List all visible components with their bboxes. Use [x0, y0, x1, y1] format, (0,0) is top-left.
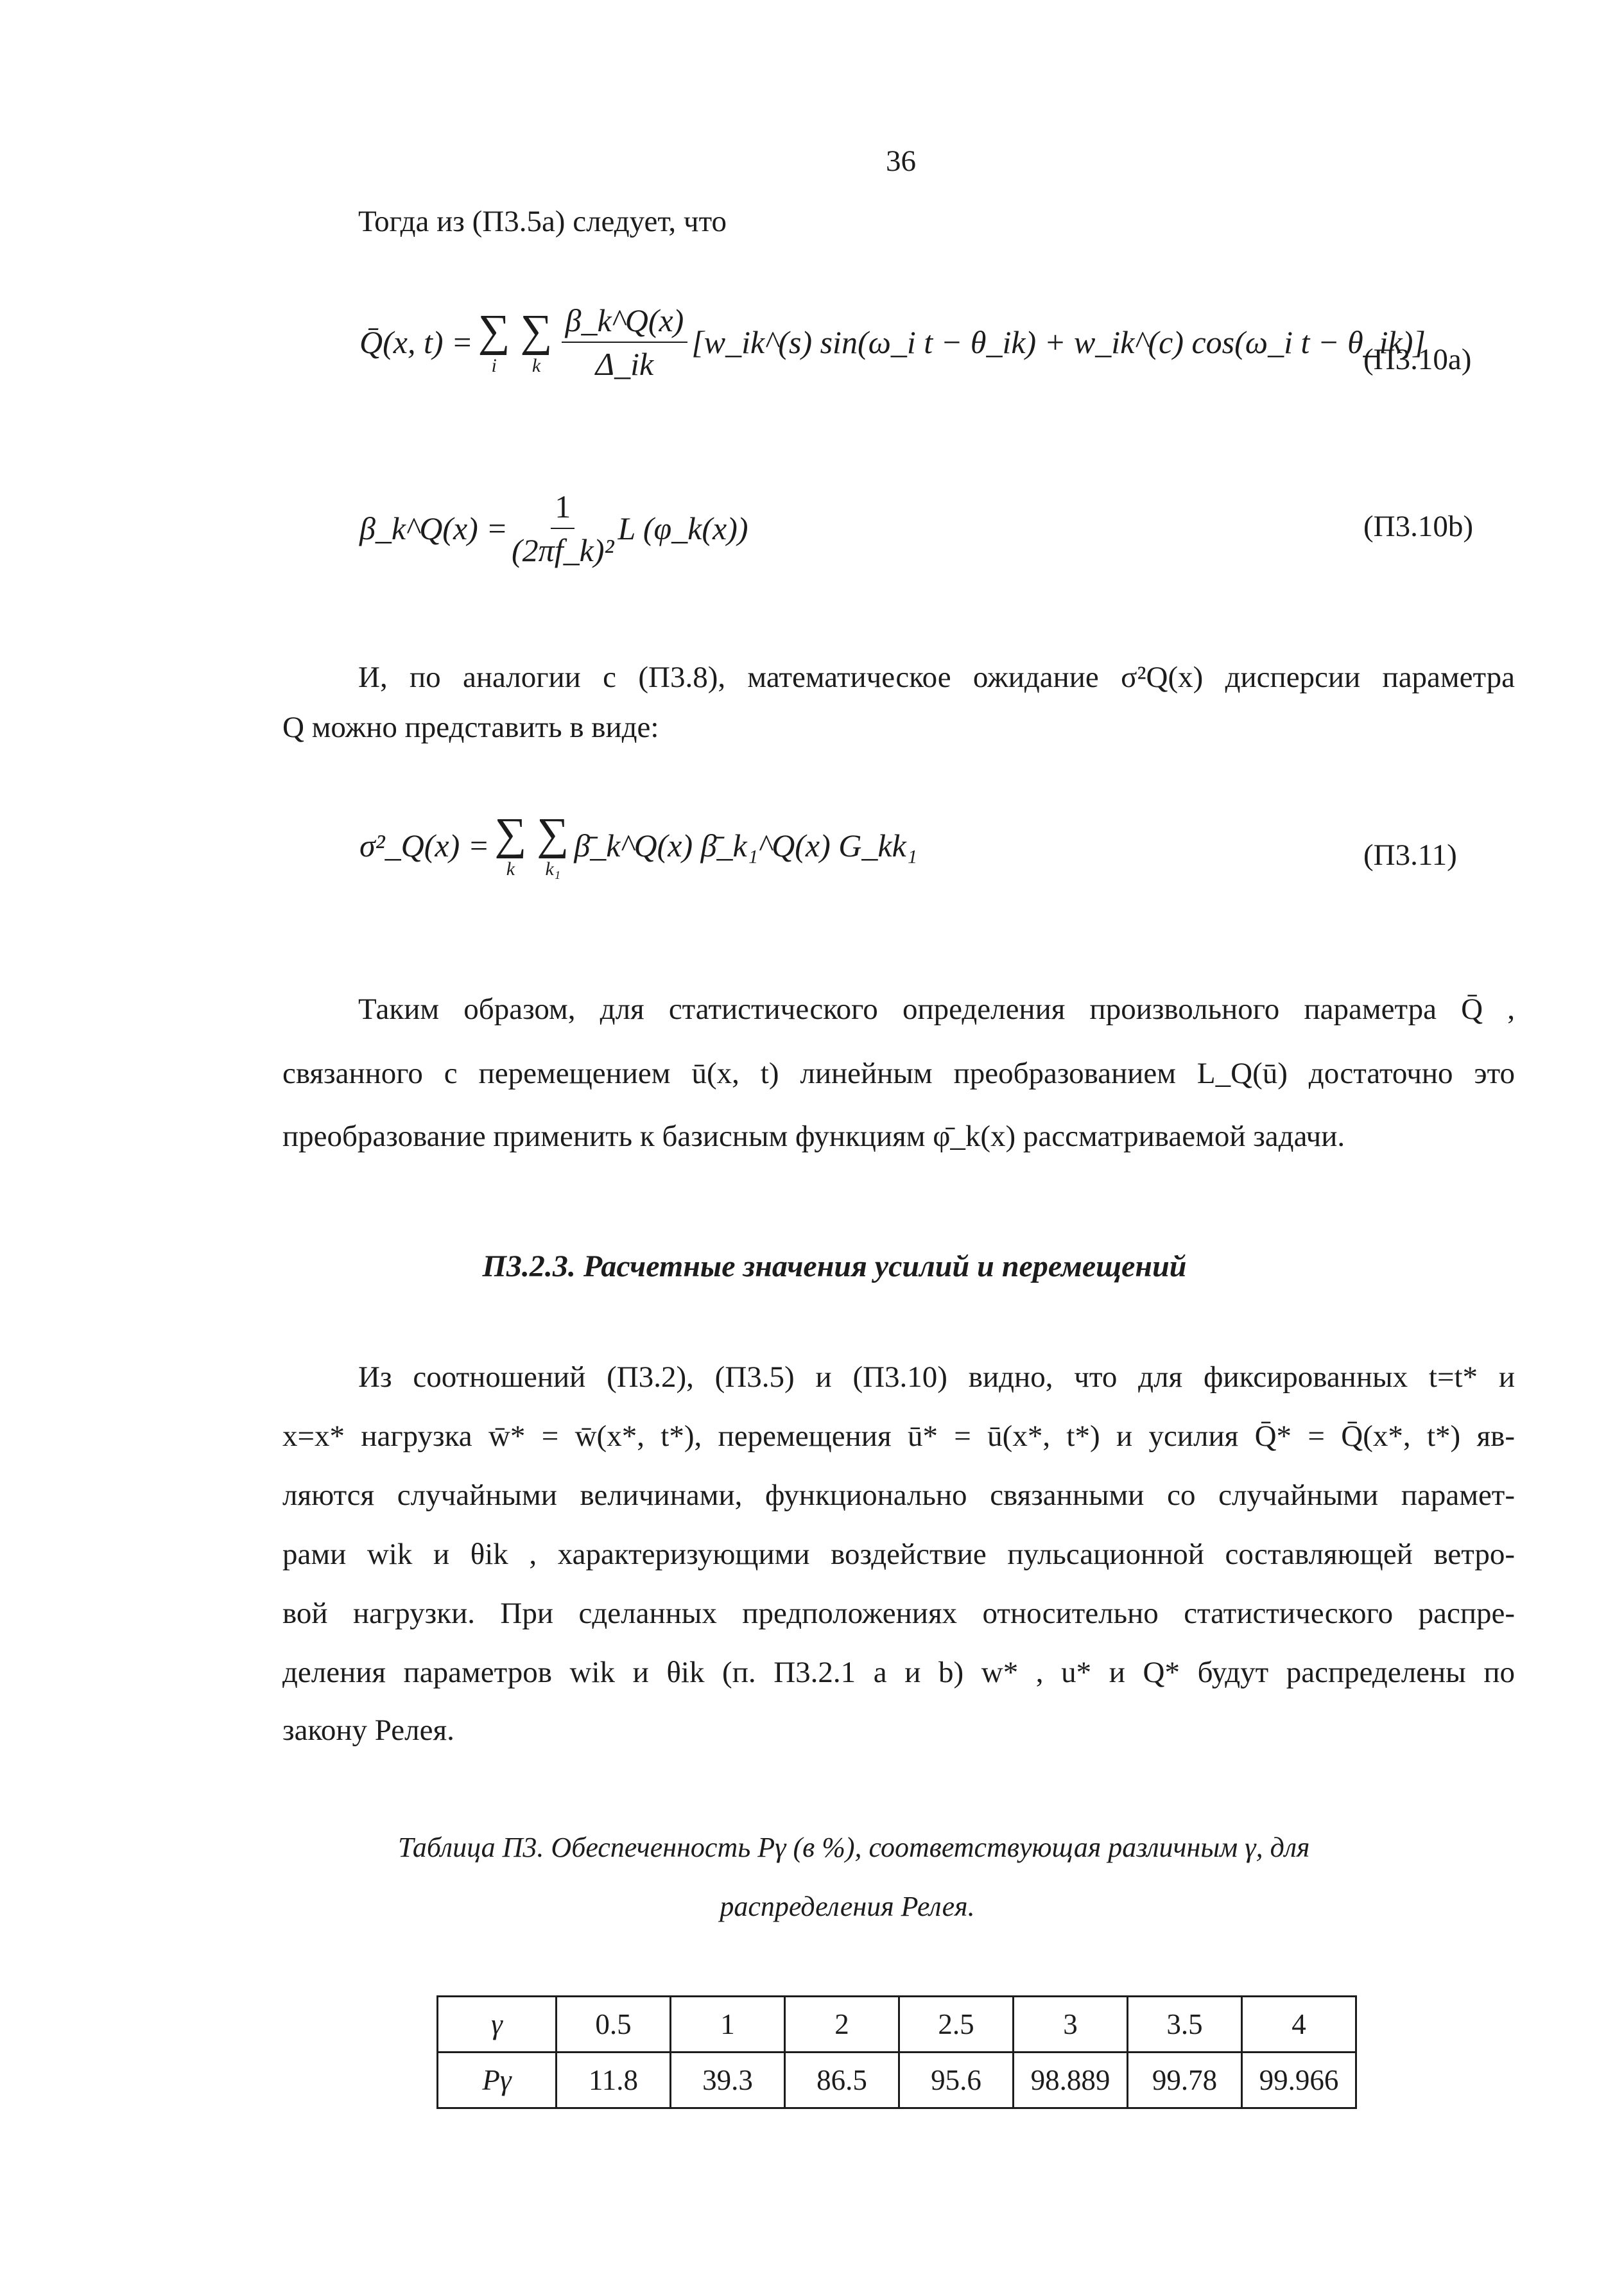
sum-k1-symbol: ∑ k₁ — [537, 810, 569, 880]
table-row-p-gamma — [438, 2053, 1356, 2108]
table-cell: 86.5 — [785, 2053, 899, 2108]
eq11-number: (П3.11) — [1363, 838, 1457, 872]
table-cell: 2.5 — [899, 1997, 1014, 2053]
page-number: 36 — [886, 144, 916, 178]
para3-line3: ляются случайными величинами, функционально связанными со случайными парамет- — [282, 1479, 1515, 1512]
para2-line3: преобразование применить к базисным функциям φ̄_k(x) рассматриваемой задачи. — [282, 1120, 1345, 1153]
equation-p3-10a — [359, 302, 1426, 383]
table-cell: 11.8 — [557, 2053, 671, 2108]
eq10b-denominator: (2πf_k)² — [512, 532, 614, 568]
table-cell: 1 — [671, 1997, 785, 2053]
intro-line: Тогда из (П3.5a) следует, что — [358, 205, 727, 238]
sum-i-symbol: ∑ i — [478, 306, 510, 376]
table-header-gamma: γ — [438, 1997, 557, 2053]
equation-p3-11 — [359, 812, 917, 879]
table-cell: 99.78 — [1128, 2053, 1242, 2108]
table-cell: 4 — [1242, 1997, 1356, 2053]
eq10b-lhs: β_k^Q(x) = — [359, 510, 508, 546]
table-header-p-gamma: Pγ — [438, 2053, 557, 2108]
section-heading: П3.2.3. Расчетные значения усилий и перемещений — [482, 1249, 1187, 1283]
para3-line4: рами wik и θik , характеризующими воздействие пульсационной составляющей ветро- — [282, 1538, 1515, 1571]
para3-line7: закону Релея. — [282, 1714, 454, 1747]
eq10a-lhs: Q̄(x, t) = — [359, 324, 473, 360]
table-cell: 95.6 — [899, 2053, 1014, 2108]
eq10b-number: (П3.10b) — [1363, 510, 1473, 543]
eq10b-fraction — [512, 488, 614, 569]
sum-k-symbol: ∑ k — [494, 810, 527, 880]
rayleigh-table — [436, 1995, 1357, 2109]
eq10a-fraction — [562, 302, 688, 383]
eq10a-numerator: β_k^Q(x) — [562, 302, 688, 343]
eq11-lhs: σ²_Q(x) = — [359, 828, 490, 864]
para1-line2: Q можно представить в виде: — [282, 711, 659, 744]
table-cell: 0.5 — [557, 1997, 671, 2053]
table-caption-line1: Таблица П3. Обеспеченность Pγ (в %), соответствующая различным γ, для — [398, 1832, 1310, 1863]
table-cell: 2 — [785, 1997, 899, 2053]
table-cell: 3.5 — [1128, 1997, 1242, 2053]
para2-line1: Таким образом, для статистического определения произвольного параметра Q̄ , — [358, 993, 1515, 1026]
eq10b-rhs: L (φ_k(x)) — [618, 510, 748, 546]
eq10a-denominator: Δ_ik — [595, 346, 654, 382]
eq11-body: β̄_k^Q(x) β̄_k₁^Q(x) G_kk₁ — [574, 828, 918, 864]
para3-line6: деления параметров wik и θik (п. П3.2.1 a и b) w* , u* и Q* будут распределены по — [282, 1656, 1515, 1689]
table-caption-line2: распределения Релея. — [720, 1891, 975, 1922]
eq10a-number: (П3.10a) — [1363, 343, 1472, 376]
table-cell: 39.3 — [671, 2053, 785, 2108]
para1-line1: И, по аналогии с (П3.8), математическое ожидание σ²Q(x) дисперсии параметра — [358, 661, 1515, 694]
equation-p3-10b — [359, 488, 748, 569]
sum-k-symbol: ∑ k — [520, 306, 553, 376]
eq10a-bracket-body: [w_ik^(s) sin(ω_i t − θ_ik) + w_ik^(c) cos(ω_i t − θ_ik)] — [691, 324, 1426, 360]
table-cell: 98.889 — [1014, 2053, 1128, 2108]
eq10b-numerator: 1 — [551, 488, 574, 529]
table-cell: 3 — [1014, 1997, 1128, 2053]
para3-line1: Из соотношений (П3.2), (П3.5) и (П3.10) видно, что для фиксированных t=t* и — [358, 1360, 1515, 1394]
table-row-gamma — [438, 1997, 1356, 2053]
table-cell: 99.966 — [1242, 2053, 1356, 2108]
para3-line5: вой нагрузки. При сделанных предположениях относительно статистического распре- — [282, 1597, 1515, 1630]
para2-line2: связанного с перемещением ū(x, t) линейным преобразованием L_Q(ū) достаточно это — [282, 1057, 1515, 1090]
para3-line2: x=x* нагрузка w̄* = w̄(x*, t*), перемещения ū* = ū(x*, t*) и усилия Q̄* = Q̄(x*, t*) яв- — [282, 1419, 1515, 1453]
